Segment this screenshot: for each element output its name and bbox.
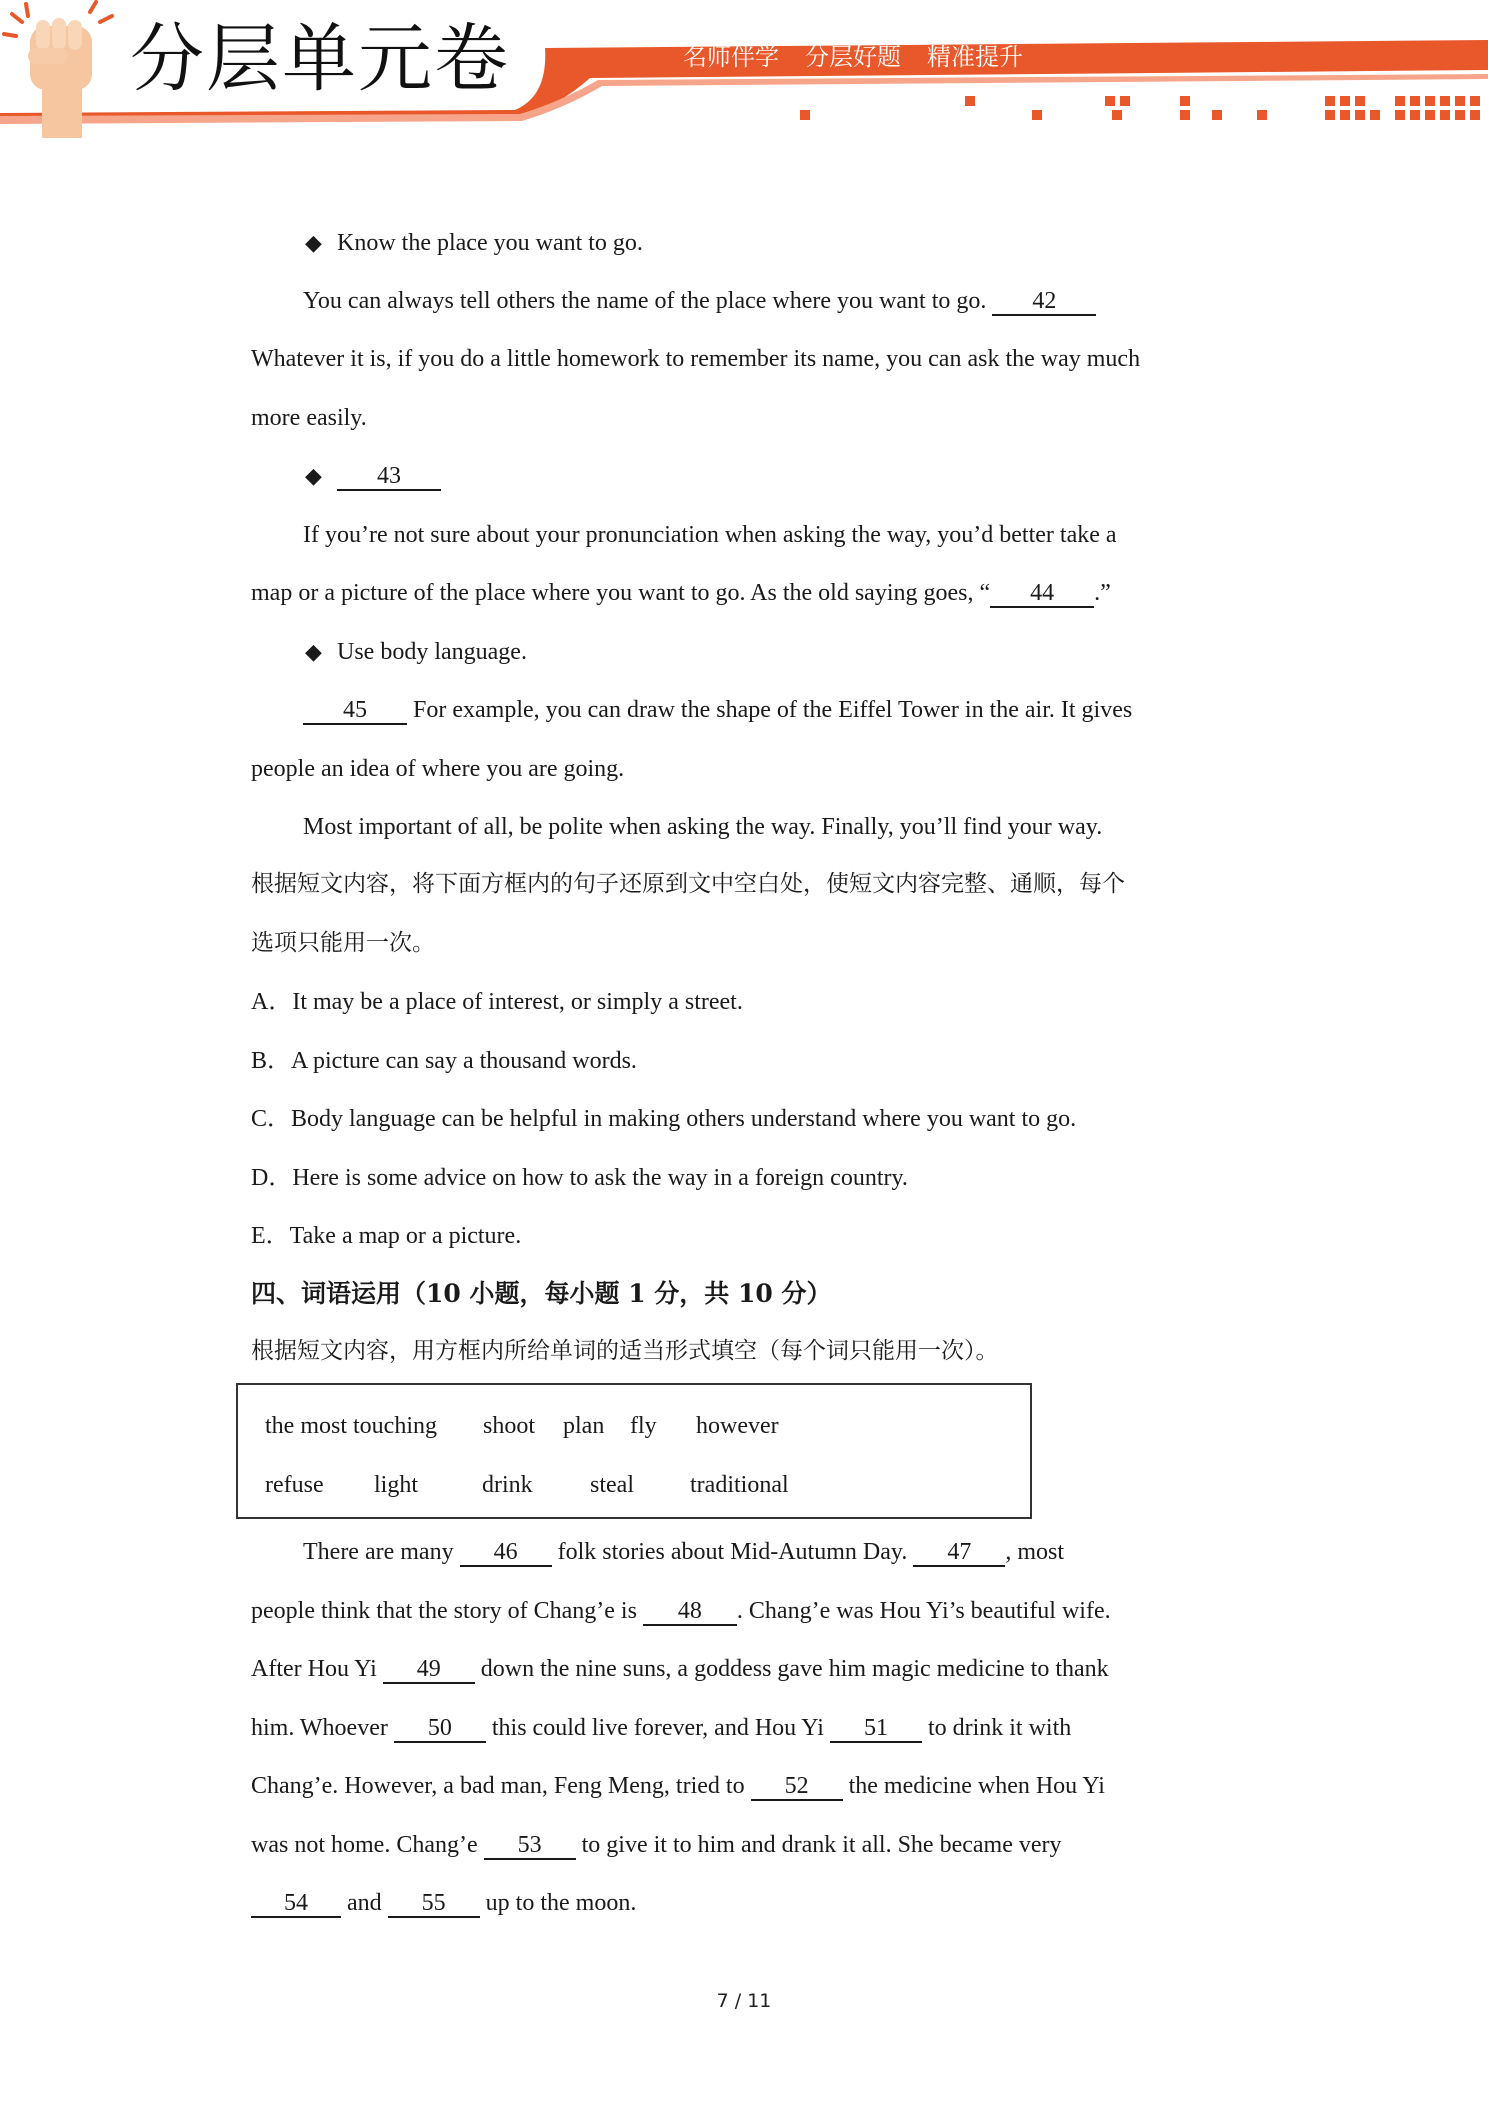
page-header: [0, 0, 1488, 150]
diamond-bullet-icon: ◆: [305, 463, 322, 488]
diamond-bullet-icon: ◆: [305, 230, 322, 255]
bullet-body-language: ◆ Use body language.: [305, 639, 527, 665]
word-bank-item: shoot: [483, 1413, 536, 1439]
word-bank-item: fly: [630, 1413, 657, 1439]
instruction-line: 根据短文内容，将下面方框内的句子还原到文中空白处，使短文内容完整、通顺，每个: [251, 871, 1125, 897]
slogan-item: 名师伴学: [683, 43, 779, 71]
option-c: C．Body language can be helpful in making others understand where you want to go.: [251, 1106, 1077, 1132]
word-bank-box: [236, 1383, 1032, 1519]
word-bank-item: the most touching: [265, 1413, 437, 1439]
blank-49: 49: [383, 1657, 475, 1684]
bullet-know-place: ◆ Know the place you want to go.: [305, 230, 643, 256]
header-slogan: [683, 45, 1049, 69]
word-bank-item: however: [696, 1413, 779, 1439]
story-line: was not home. Chang’e 53 to give it to him and drank it all. She became very: [251, 1833, 1062, 1860]
blank-54: 54: [251, 1891, 341, 1918]
bullet-blank-43: [305, 464, 441, 491]
section-heading: 四、词语运用（10 小题，每小题 1 分，共 10 分）: [251, 1279, 832, 1308]
blank-45: 45: [303, 698, 407, 725]
paragraph-line: If you’re not sure about your pronunciation when asking the way, you’d better take a: [303, 522, 1117, 548]
word-bank-item: steal: [590, 1472, 634, 1498]
paragraph-line: Most important of all, be polite when asking the way. Finally, you’ll find your way.: [303, 814, 1103, 840]
blank-53: 53: [484, 1833, 576, 1860]
paragraph-line: map or a picture of the place where you want to go. As the old saying goes, “ 44 .”: [251, 581, 1111, 608]
blank-44: 44: [990, 581, 1094, 608]
word-bank-item: refuse: [265, 1472, 324, 1498]
section-instruction: 根据短文内容，用方框内所给单词的适当形式填空（每个词只能用一次）。: [251, 1338, 999, 1364]
paragraph-line: Whatever it is, if you do a little homework to remember its name, you can ask the way much: [251, 346, 1141, 372]
blank-47: 47: [913, 1540, 1005, 1567]
paragraph-line: people an idea of where you are going.: [251, 756, 625, 782]
paragraph-line: You can always tell others the name of the place where you want to go. 42: [303, 289, 1096, 316]
word-bank-item: traditional: [690, 1472, 789, 1498]
story-line: Chang’e. However, a bad man, Feng Meng, tried to 52 the medicine when Hou Yi: [251, 1774, 1105, 1801]
word-bank-item: light: [374, 1472, 419, 1498]
blank-46: 46: [460, 1540, 552, 1567]
story-line: him. Whoever 50 this could live forever, and Hou Yi 51 to drink it with: [251, 1716, 1071, 1743]
paragraph-line: more easily.: [251, 405, 367, 431]
story-line: After Hou Yi 49 down the nine suns, a goddess gave him magic medicine to thank: [251, 1657, 1109, 1684]
story-line: 54 and 55 up to the moon.: [251, 1891, 636, 1918]
blank-51: 51: [830, 1716, 922, 1743]
story-line: There are many 46 folk stories about Mid-Autumn Day. 47 , most: [303, 1540, 1064, 1567]
brand-title: 分层单元卷: [130, 16, 510, 102]
blank-48: 48: [643, 1599, 737, 1626]
blank-42: 42: [992, 289, 1096, 316]
instruction-line: 选项只能用一次。: [251, 930, 435, 956]
page-number: 7 / 11: [716, 1990, 772, 2012]
option-d: D．Here is some advice on how to ask the way in a foreign country.: [251, 1165, 908, 1191]
slogan-item: 精准提升: [927, 43, 1023, 71]
paragraph-line: 45 For example, you can draw the shape of the Eiffel Tower in the air. It gives: [303, 698, 1132, 725]
option-e: E．Take a map or a picture.: [251, 1223, 522, 1249]
blank-50: 50: [394, 1716, 486, 1743]
word-bank-item: drink: [482, 1472, 533, 1498]
blank-55: 55: [388, 1891, 480, 1918]
blank-52: 52: [751, 1774, 843, 1801]
option-b: B．A picture can say a thousand words.: [251, 1048, 637, 1074]
word-bank-item: plan: [563, 1413, 605, 1439]
diamond-bullet-icon: ◆: [305, 639, 322, 664]
blank-43: 43: [337, 464, 441, 491]
slogan-item: 分层好题: [805, 43, 901, 71]
option-a: A．It may be a place of interest, or simply a street.: [251, 989, 743, 1015]
story-line: people think that the story of Chang’e is 48 . Chang’e was Hou Yi’s beautiful wife.: [251, 1599, 1111, 1626]
